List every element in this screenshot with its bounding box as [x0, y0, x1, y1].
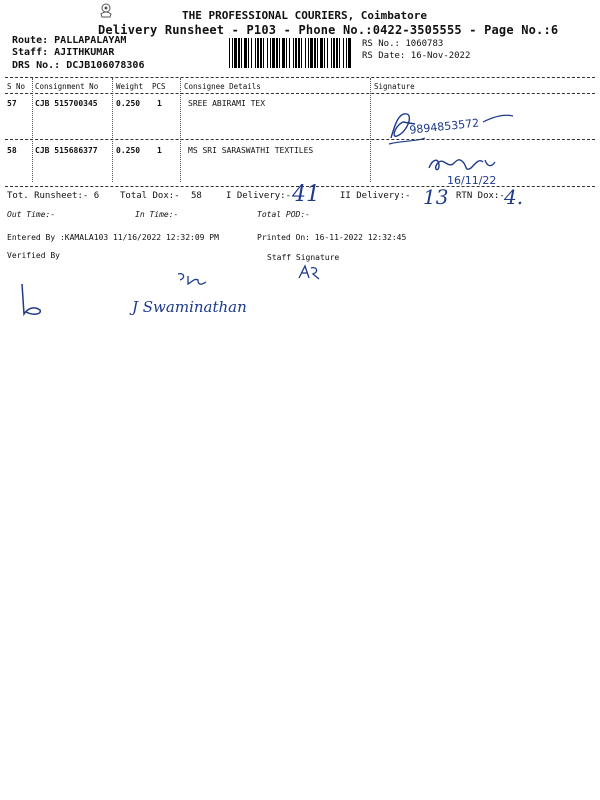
- barcode-bar: [324, 38, 325, 68]
- row-consignment: CJB 515700345: [35, 99, 98, 108]
- total-runsheet: Tot. Runsheet:- 6: [7, 191, 100, 201]
- row-weight: 0.250: [116, 99, 141, 108]
- row57-signature-text: 9894853572: [408, 116, 480, 137]
- col-header-sno: S No: [7, 82, 26, 91]
- staff-signature-label: Staff Signature: [267, 253, 340, 262]
- barcode-bar: [336, 38, 338, 68]
- staff-label: Staff:: [12, 47, 49, 58]
- out-time: Out Time:-: [7, 210, 56, 219]
- barcode-bar: [263, 38, 264, 68]
- barcode-bar: [339, 38, 340, 68]
- in-time: In Time:-: [135, 210, 179, 219]
- barcode-bar: [251, 38, 252, 68]
- barcode-bar: [241, 38, 242, 68]
- barcode-bar: [234, 38, 237, 68]
- row-pcs: 1: [157, 146, 162, 155]
- barcode-bar: [232, 38, 233, 68]
- barcode-bar: [333, 38, 335, 68]
- entered-by: Entered By :KAMALA103 11/16/2022 12:32:09 PM: [7, 233, 219, 242]
- row58-signature: [425, 150, 525, 190]
- printed-on: Printed On: 16-11-2022 12:32:45: [257, 233, 407, 242]
- total-dox-label: Total Dox:-: [120, 191, 180, 201]
- row-consignee: MS SRI SARASWATHI TEXTILES: [188, 146, 314, 155]
- verified-by-label: Verified By: [7, 251, 60, 260]
- rs-no-label: RS No.:: [362, 39, 400, 49]
- barcode-bar: [270, 38, 271, 68]
- row-sno: 58: [7, 146, 17, 155]
- barcode-bar: [260, 38, 262, 68]
- row57-signature: [385, 104, 520, 149]
- barcode-bar: [298, 38, 300, 68]
- row-sno: 57: [7, 99, 17, 108]
- total-pod: Total POD:-: [257, 210, 310, 219]
- barcode-bar: [314, 38, 316, 68]
- barcode-bar: [305, 38, 306, 68]
- drs-line: [12, 60, 144, 71]
- barcode-bar: [346, 38, 347, 68]
- route-value: PALLAPALAYAM: [54, 35, 127, 46]
- runsheet-subtitle: Delivery Runsheet - P103 - Phone No.:0422-3505555 - Page No.:6: [98, 23, 559, 37]
- barcode-bar: [282, 38, 285, 68]
- barcode-bar: [255, 38, 256, 68]
- rs-no-line: [362, 39, 443, 49]
- barcode-bar: [289, 38, 290, 68]
- ii-delivery-label: II Delivery:-: [340, 191, 411, 201]
- barcode-bar: [293, 38, 294, 68]
- barcode-bar: [257, 38, 259, 68]
- barcode-bar: [320, 38, 323, 68]
- col-header-consignee: Consignee Details: [184, 82, 261, 91]
- barcode-bar: [267, 38, 268, 68]
- barcode-bar: [276, 38, 278, 68]
- col-header-signature: Signature: [374, 82, 415, 91]
- barcode-bar: [295, 38, 297, 68]
- barcode-bar: [343, 38, 344, 68]
- barcode-bar: [238, 38, 240, 68]
- verifier-name-text: J Swaminathan: [132, 298, 247, 316]
- barcode-bar: [286, 38, 287, 68]
- row-weight: 0.250: [116, 146, 141, 155]
- verifier-signature: [12, 280, 52, 320]
- barcode-bar: [229, 38, 230, 68]
- total-dox-value: 58: [191, 191, 202, 201]
- barcode-bar: [331, 38, 332, 68]
- col-header-weight: Weight: [116, 82, 144, 91]
- drs-value: DCJB106078306: [66, 60, 145, 71]
- col-header-pcs: PCS: [152, 82, 166, 91]
- row58-signature-date: 16/11/22: [447, 174, 497, 187]
- row-pcs: 1: [157, 99, 162, 108]
- i-delivery-handwritten: 41: [292, 182, 320, 207]
- company-logo-icon: [98, 2, 114, 18]
- rs-date-line: [362, 51, 470, 61]
- rs-no-value: 1060783: [405, 39, 444, 49]
- row-divider: [5, 139, 595, 140]
- table-top-divider: [5, 77, 595, 78]
- barcode-bar: [308, 38, 309, 68]
- header-divider: [5, 93, 595, 94]
- ii-delivery-handwritten: 13: [423, 185, 449, 209]
- rs-date-label: RS Date:: [362, 51, 406, 61]
- rs-date-value: 16-Nov-2022: [410, 51, 471, 61]
- barcode-bar: [272, 38, 275, 68]
- route-line: [12, 35, 126, 46]
- verifier-name-signature: [128, 270, 288, 330]
- barcode-bar: [348, 38, 351, 68]
- rtn-dox-label: RTN Dox:-: [456, 191, 505, 201]
- row-consignment: CJB 515686377: [35, 146, 98, 155]
- row-consignee: SREE ABIRAMI TEX: [188, 99, 266, 108]
- rtn-dox-handwritten: 4.: [504, 185, 524, 209]
- barcode-bar: [327, 38, 328, 68]
- barcode-bar: [310, 38, 313, 68]
- col-header-consignment: Consignment No: [35, 82, 99, 91]
- barcode-bar: [279, 38, 280, 68]
- barcode: [229, 38, 353, 68]
- barcode-bar: [244, 38, 247, 68]
- drs-label: DRS No.:: [12, 60, 61, 71]
- staff-line: [12, 47, 114, 58]
- staff-signature-mark: [295, 262, 325, 282]
- staff-value: AJITHKUMAR: [54, 47, 115, 58]
- i-delivery-label: I Delivery:-: [226, 191, 292, 201]
- company-title: THE PROFESSIONAL COURIERS, Coimbatore: [182, 9, 428, 22]
- barcode-bar: [301, 38, 302, 68]
- barcode-bar: [248, 38, 249, 68]
- barcode-bar: [317, 38, 318, 68]
- route-label: Route:: [12, 35, 49, 46]
